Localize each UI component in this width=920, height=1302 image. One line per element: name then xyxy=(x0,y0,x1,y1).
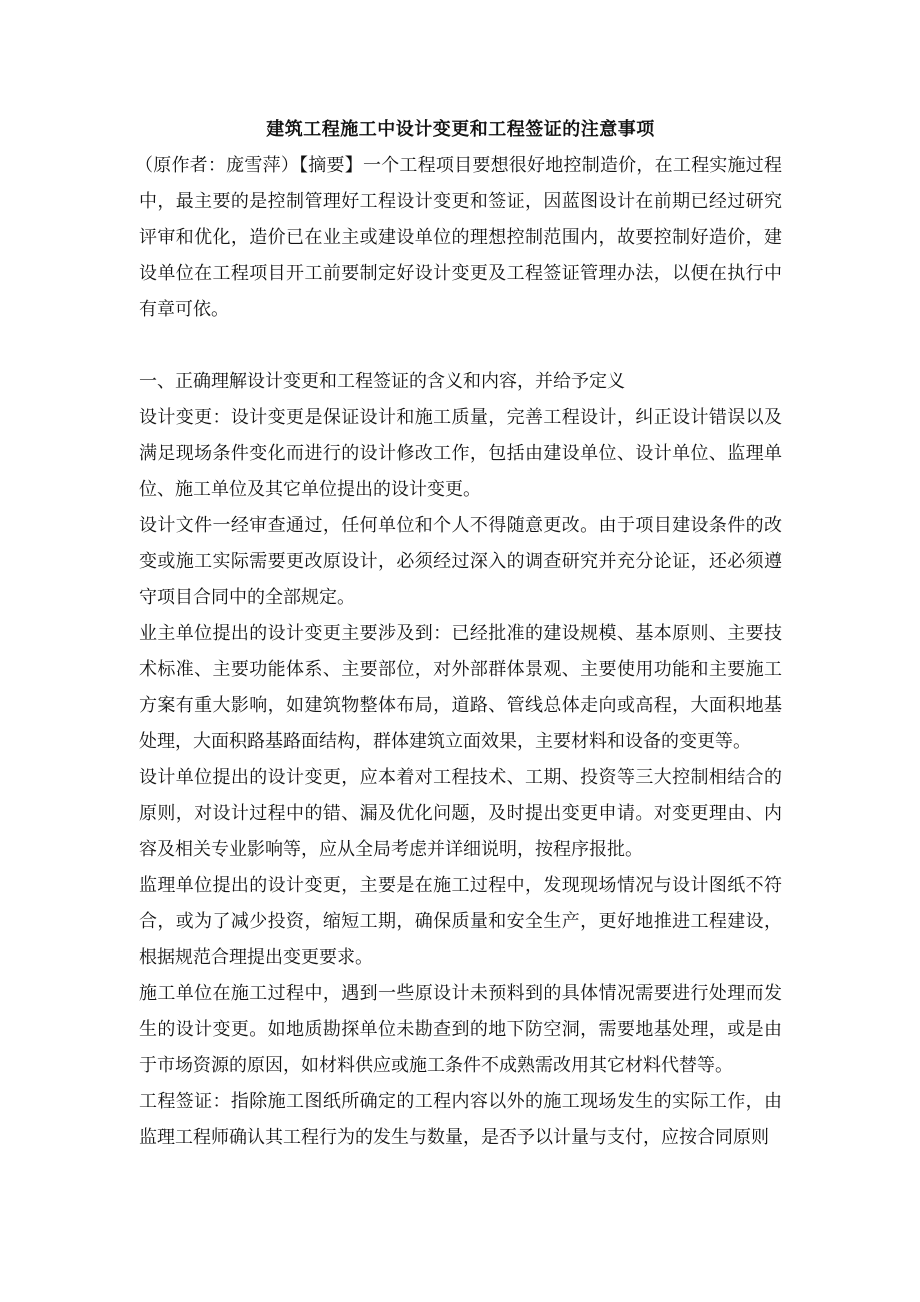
document-title: 建筑工程施工中设计变更和工程签证的注意事项 xyxy=(266,119,655,140)
paragraph-designer-changes: 设计单位提出的设计变更，应本着对工程技术、工期、投资等三大控制相结合的原则，对设计过程中的错、漏及优化问题，及时提出变更申请。对变更理由、内容及相关专业影响等，应从全局考虑并详细说明，按程序报批。 xyxy=(139,767,782,860)
blank-line xyxy=(139,328,782,364)
paragraph-owner-changes: 业主单位提出的设计变更主要涉及到：已经批准的建设规模、基本原则、主要技术标准、主要功能体系、主要部位，对外部群体景观、主要使用功能和主要施工方案有重大影响，如建筑物整体布局，道路、管线总体走向或高程，大面积地基处理，大面积路基路面结构，群体建筑立面效果，主要材料和设备的变更等。 xyxy=(139,623,782,752)
abstract-paragraph: （原作者：庞雪萍）【摘要】一个工程项目要想很好地控制造价，在工程实施过程中，最主要的是控制管理好工程设计变更和签证，因蓝图设计在前期已经过研究评审和优化，造价已在业主或建设单位的理想控制范围内，故要控制好造价，建设单位在工程项目开工前要制定好设计变更及工程签证管理办法，以便在执行中有章可依。 xyxy=(135,155,782,320)
paragraph-design-change-definition: 设计变更：设计变更是保证设计和施工质量，完善工程设计，纠正设计错误以及满足现场条件变化而进行的设计修改工作，包括由建设单位、设计单位、监理单位、施工单位及其它单位提出的设计变更。 xyxy=(139,407,782,500)
section-heading: 一、正确理解设计变更和工程签证的含义和内容，并给予定义 xyxy=(139,371,625,392)
paragraph-contractor-changes: 施工单位在施工过程中，遇到一些原设计未预料到的具体情况需要进行处理而发生的设计变更。如地质勘探单位未勘查到的地下防空洞，需要地基处理，或是由于市场资源的原因，如材料供应或施工条件不成熟需改用其它材料代替等。 xyxy=(139,983,782,1076)
paragraph-design-file-review: 设计文件一经审查通过，任何单位和个人不得随意更改。由于项目建设条件的改变或施工实际需要更改原设计，必须经过深入的调查研究并充分论证，还必须遵守项目合同中的全部规定。 xyxy=(139,515,782,608)
paragraph-supervisor-changes: 监理单位提出的设计变更，主要是在施工过程中，发现现场情况与设计图纸不符合，或为了减少投资，缩短工期，确保质量和安全生产，更好地推进工程建设，根据规范合理提出变更要求。 xyxy=(139,875,782,968)
paragraph-engineering-visa: 工程签证：指除施工图纸所确定的工程内容以外的施工现场发生的实际工作，由监理工程师确认其工程行为的发生与数量，是否予以计量与支付，应按合同原则 xyxy=(139,1091,782,1148)
document-page xyxy=(135,112,782,1156)
